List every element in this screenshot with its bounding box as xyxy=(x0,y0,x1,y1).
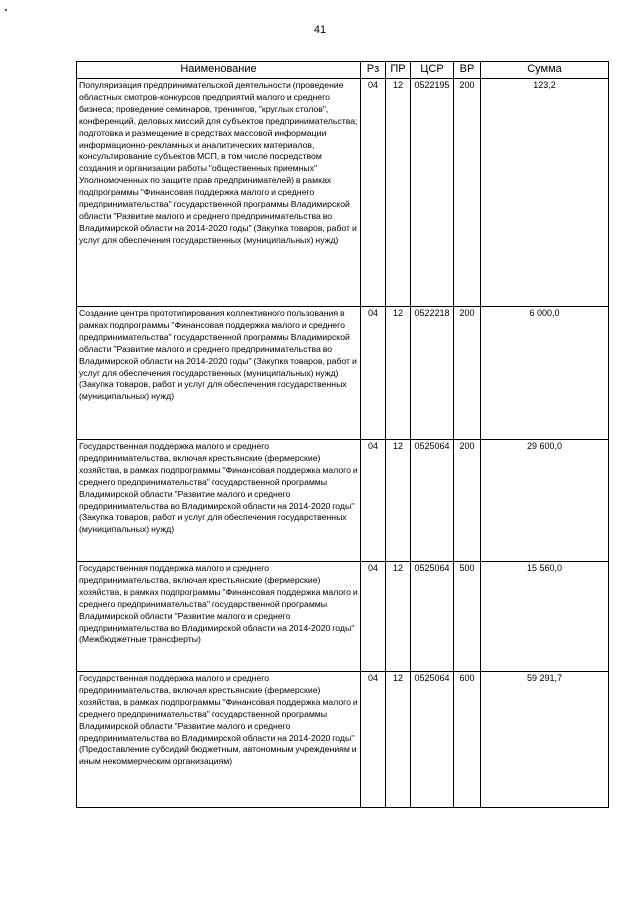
row-name: Государственная поддержка малого и среднего предпринимательства, включая крестьянские (фермерские) хозяйства, в рамках подпрограммы "Финансовая поддержка малого и среднего предпринимательства" государственной программы Владимирской области "Развитие малого и среднего предпринимательства во Владимирской области на 2014-2020 годы" (Закупка товаров, работ и услуг для обеспечения государственных (муниципальных) нужд) xyxy=(77,440,361,562)
row-csr: 0525064 xyxy=(411,672,454,808)
row-sum: 6 000,0 xyxy=(481,307,609,440)
row-pr: 12 xyxy=(386,562,411,672)
row-name: Государственная поддержка малого и среднего предпринимательства, включая крестьянские (фермерские) хозяйства, в рамках подпрограммы "Финансовая поддержка малого и среднего предпринимательства" государственной программы Владимирской области "Развитие малого и среднего предпринимательства во Владимирской области на 2014-2020 годы" (Межбюджетные трансферты) xyxy=(77,562,361,672)
row-pr: 12 xyxy=(386,440,411,562)
table-row xyxy=(77,440,609,562)
scan-artifact-dot xyxy=(5,9,7,11)
row-name: Создание центра прототипирования коллективного пользования в рамках подпрограммы "Финансовая поддержка малого и среднего предпринимательства" государственной программы Владимирской области "Развитие малого и среднего предпринимательства во Владимирской области на 2014-2020 годы" (Закупка товаров, работ и услуг для обеспечения государственных (муниципальных) нужд) (Закупка товаров, работ и услуг для обеспечения государственных (муниципальных) нужд) xyxy=(77,307,361,440)
table-row xyxy=(77,562,609,672)
row-pr: 12 xyxy=(386,79,411,307)
table-row xyxy=(77,672,609,808)
row-rz: 04 xyxy=(361,307,386,440)
row-vr: 200 xyxy=(454,440,481,562)
header-vr: ВР xyxy=(454,62,481,79)
row-sum: 59 291,7 xyxy=(481,672,609,808)
row-rz: 04 xyxy=(361,440,386,562)
header-name: Наименование xyxy=(77,62,361,79)
row-csr: 0522218 xyxy=(411,307,454,440)
page-number: 41 xyxy=(313,24,327,36)
row-name: Государственная поддержка малого и среднего предпринимательства, включая крестьянские (фермерские) хозяйства, в рамках подпрограммы "Финансовая поддержка малого и среднего предпринимательства" государственной программы Владимирской области "Развитие малого и среднего предпринимательства во Владимирской области на 2014-2020 годы" (Предоставление субсидий бюджетным, автономным учреждениям и иным некоммерческим организациям) xyxy=(77,672,361,808)
table-row xyxy=(77,307,609,440)
row-sum: 29 600,0 xyxy=(481,440,609,562)
row-csr: 0525064 xyxy=(411,562,454,672)
row-csr: 0522195 xyxy=(411,79,454,307)
row-sum: 123,2 xyxy=(481,79,609,307)
row-csr: 0525064 xyxy=(411,440,454,562)
budget-table xyxy=(76,61,609,808)
header-rz: Рз xyxy=(361,62,386,79)
row-name: Популяризация предпринимательской деятельности (проведение областных смотров-конкурсов предприятий малого и среднего бизнеса; проведение семинаров, тренингов, "круглых столов", конференций, деловых миссий для субъектов предпринимательства; подготовка и размещение в средствах массовой информации информационно-рекламных и аналитических материалов, консультирование субъектов МСП, в том числе посредством создания и организации работы "общественных приемных" Уполномоченных по защите прав предпринимателей) в рамках подпрограммы "Финансовая поддержка малого и среднего предпринимательства" государственной программы Владимирской области "Развитие малого и среднего предпринимательства во Владимирской области на 2014-2020 годы" (Закупка товаров, работ и услуг для обеспечения государственных (муниципальных) нужд) xyxy=(77,79,361,307)
row-rz: 04 xyxy=(361,562,386,672)
row-pr: 12 xyxy=(386,672,411,808)
row-rz: 04 xyxy=(361,672,386,808)
table-header-row xyxy=(77,62,609,79)
row-vr: 500 xyxy=(454,562,481,672)
header-pr: ПР xyxy=(386,62,411,79)
row-vr: 600 xyxy=(454,672,481,808)
row-sum: 15 560,0 xyxy=(481,562,609,672)
row-vr: 200 xyxy=(454,307,481,440)
header-csr: ЦСР xyxy=(411,62,454,79)
row-rz: 04 xyxy=(361,79,386,307)
row-pr: 12 xyxy=(386,307,411,440)
row-vr: 200 xyxy=(454,79,481,307)
header-sum: Сумма xyxy=(481,62,609,79)
table-row xyxy=(77,79,609,307)
